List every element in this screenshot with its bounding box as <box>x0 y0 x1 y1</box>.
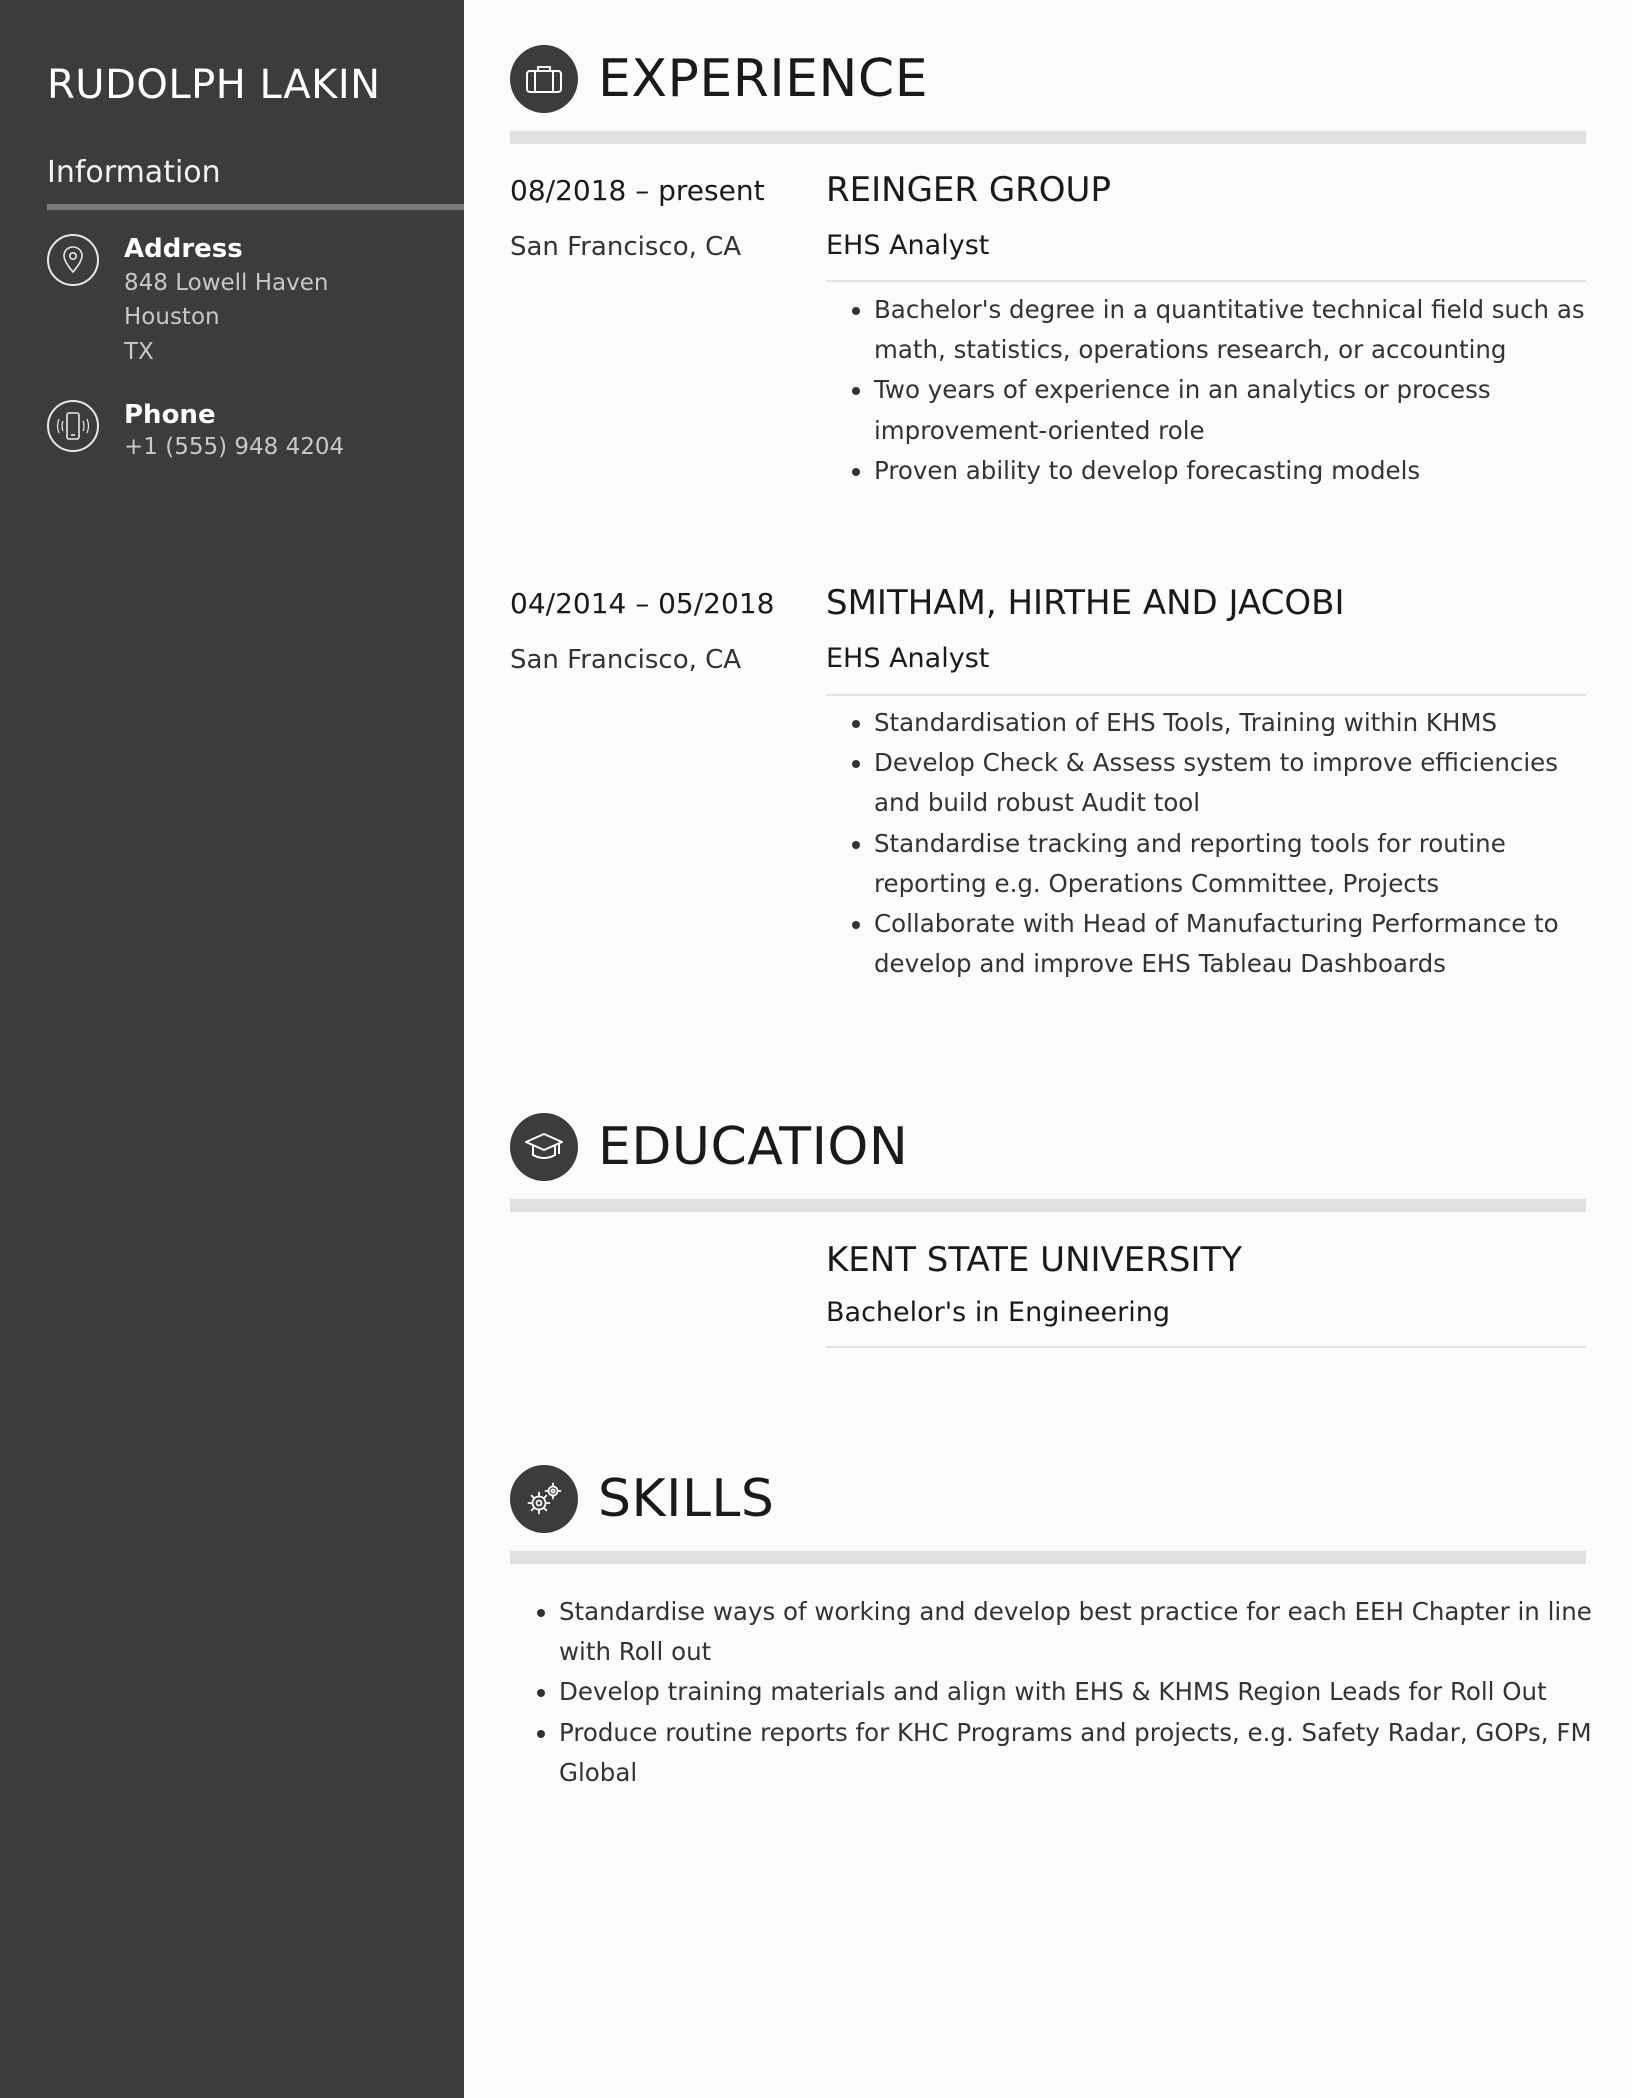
experience-divider <box>510 131 1586 144</box>
job-role: EHS Analyst <box>826 643 990 674</box>
education-title: EDUCATION <box>598 1117 909 1177</box>
list-item: • Standardisation of EHS Tools, Training within KHMS <box>874 703 1608 743</box>
job-company: REINGER GROUP <box>826 170 1111 210</box>
degree: Bachelor's in Engineering <box>826 1297 1171 1328</box>
education-divider <box>510 1199 1586 1212</box>
sidebar <box>0 0 464 2098</box>
address-line: 848 Lowell Haven <box>124 270 329 296</box>
list-item: • Develop Check & Assess system to improve efficiencies and build robust Audit tool <box>874 743 1608 823</box>
experience-title: EXPERIENCE <box>598 49 929 109</box>
address-line: TX <box>124 339 154 365</box>
job-divider <box>826 694 1586 696</box>
skills-list <box>511 1592 1609 1793</box>
mobile-phone-icon <box>47 400 99 452</box>
list-item: • Collaborate with Head of Manufacturing Performance to develop and improve EHS Tableau Dashboards <box>874 904 1608 984</box>
job-divider <box>826 280 1586 282</box>
list-item: • Standardise tracking and reporting tools for routine reporting e.g. Operations Committee, Projects <box>874 824 1608 904</box>
job-location: San Francisco, CA <box>510 232 742 262</box>
list-item: • Standardise ways of working and develop best practice for each EEH Chapter in line with Roll out <box>559 1592 1609 1672</box>
graduation-cap-icon <box>510 1113 578 1181</box>
job-dates: 04/2014 – 05/2018 <box>510 587 775 620</box>
phone-label: Phone <box>124 400 216 430</box>
education-entry-divider <box>826 1346 1586 1348</box>
phone-value: +1 (555) 948 4204 <box>124 434 345 460</box>
candidate-name: RUDOLPH LAKIN <box>47 62 381 108</box>
gears-icon <box>510 1465 578 1533</box>
address-label: Address <box>124 234 243 264</box>
information-divider <box>47 204 464 210</box>
job-company: SMITHAM, HIRTHE AND JACOBI <box>826 583 1345 623</box>
job-bullet-list <box>826 290 1608 491</box>
list-item: • Bachelor's degree in a quantitative technical field such as math, statistics, operations research, or accounting <box>874 290 1608 370</box>
job-location: San Francisco, CA <box>510 645 742 675</box>
job-role: EHS Analyst <box>826 230 990 261</box>
briefcase-icon <box>510 45 578 113</box>
job-bullet-list <box>826 703 1608 984</box>
school-name: KENT STATE UNIVERSITY <box>826 1240 1243 1280</box>
skills-title: SKILLS <box>598 1469 775 1529</box>
location-pin-icon <box>47 234 99 286</box>
job-dates: 08/2018 – present <box>510 174 765 207</box>
list-item: • Develop training materials and align with EHS & KHMS Region Leads for Roll Out <box>559 1672 1609 1712</box>
list-item: • Two years of experience in an analytics or process improvement-oriented role <box>874 370 1608 450</box>
list-item: • Proven ability to develop forecasting models <box>874 451 1608 491</box>
skills-divider <box>510 1551 1586 1564</box>
information-heading: Information <box>47 155 221 190</box>
list-item: • Produce routine reports for KHC Programs and projects, e.g. Safety Radar, GOPs, FM Global <box>559 1713 1609 1793</box>
address-line: Houston <box>124 304 220 330</box>
